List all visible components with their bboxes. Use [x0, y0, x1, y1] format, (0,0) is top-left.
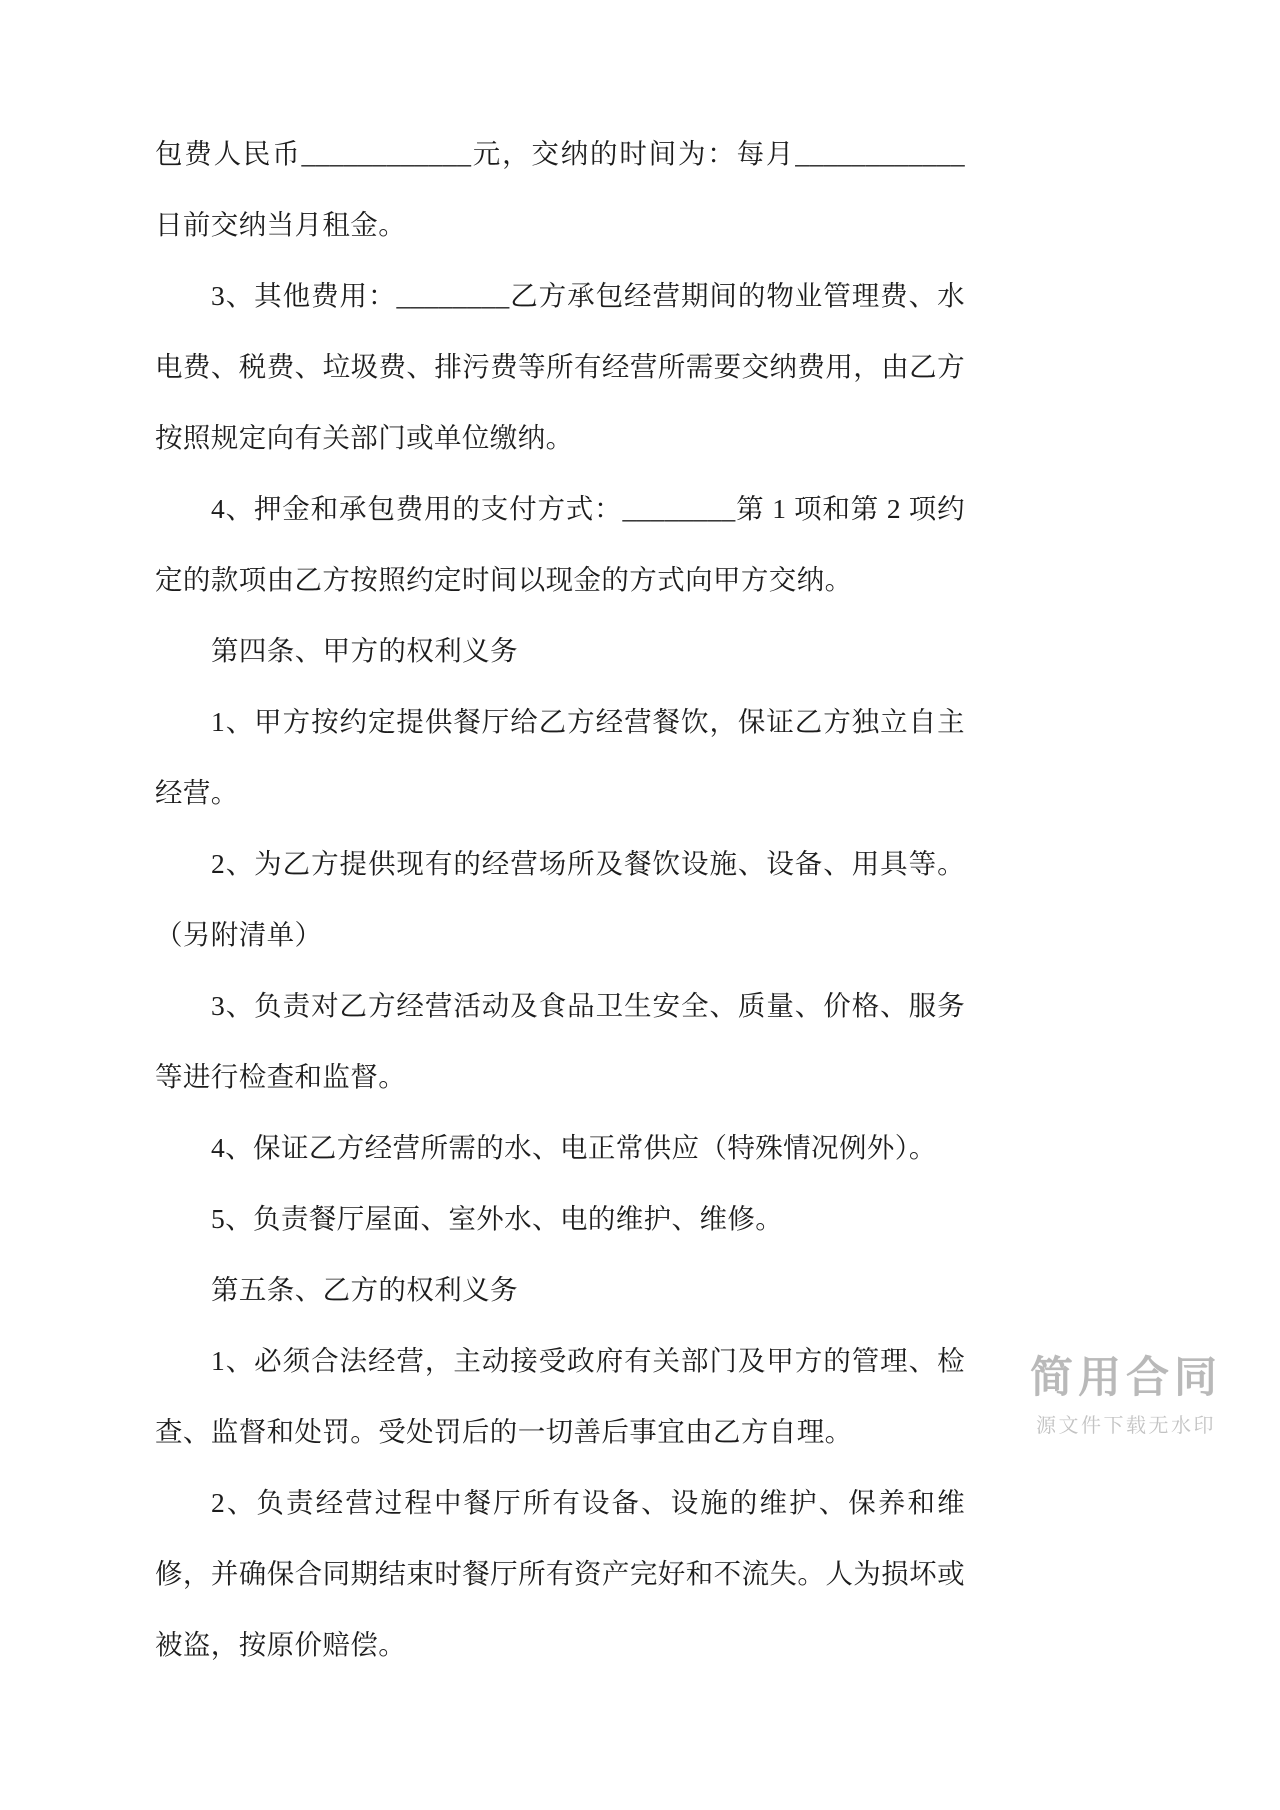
paragraph-item-2: 2、为乙方提供现有的经营场所及餐饮设施、设备、用具等。（另附清单） — [155, 848, 965, 950]
paragraph-item-4: 4、押金和承包费用的支付方式：________第 1 项和第 2 项约定的款项由乙方按照约定时间以现金的方式向甲方交纳。 — [155, 493, 965, 595]
section-heading-4: 第四条、甲方的权利义务 — [211, 635, 518, 666]
watermark — [1030, 1353, 1222, 1438]
paragraph-item-1: 1、甲方按约定提供餐厅给乙方经营餐饮，保证乙方独立自主经营。 — [155, 706, 965, 808]
paragraph-item-2b: 2、负责经营过程中餐厅所有设备、设施的维护、保养和维修，并确保合同期结束时餐厅所有资产完好和不流失。人为损坏或被盗，按原价赔偿。 — [155, 1487, 965, 1660]
paragraph-item-1b: 1、必须合法经营，主动接受政府有关部门及甲方的管理、检查、监督和处罚。受处罚后的一切善后事宜由乙方自理。 — [155, 1345, 965, 1447]
paragraph-item-5: 5、负责餐厅屋面、室外水、电的维护、维修。 — [211, 1203, 784, 1234]
document-body — [155, 118, 965, 1680]
paragraph-item-4b: 4、保证乙方经营所需的水、电正常供应（特殊情况例外）。 — [211, 1132, 937, 1163]
paragraph-item-3: 3、其他费用：________乙方承包经营期间的物业管理费、水电费、税费、垃圾费、排污费等所有经营所需要交纳费用，由乙方按照规定向有关部门或单位缴纳。 — [155, 280, 965, 453]
paragraph-item-3b: 3、负责对乙方经营活动及食品卫生安全、质量、价格、服务等进行检查和监督。 — [155, 990, 965, 1092]
watermark-subtitle: 源文件下载无水印 — [1036, 1415, 1216, 1437]
paragraph: 包费人民币____________元，交纳的时间为：每月____________日前交纳当月租金。 — [155, 138, 965, 240]
watermark-title: 简用合同 — [1030, 1353, 1222, 1402]
section-heading-5: 第五条、乙方的权利义务 — [211, 1274, 518, 1305]
